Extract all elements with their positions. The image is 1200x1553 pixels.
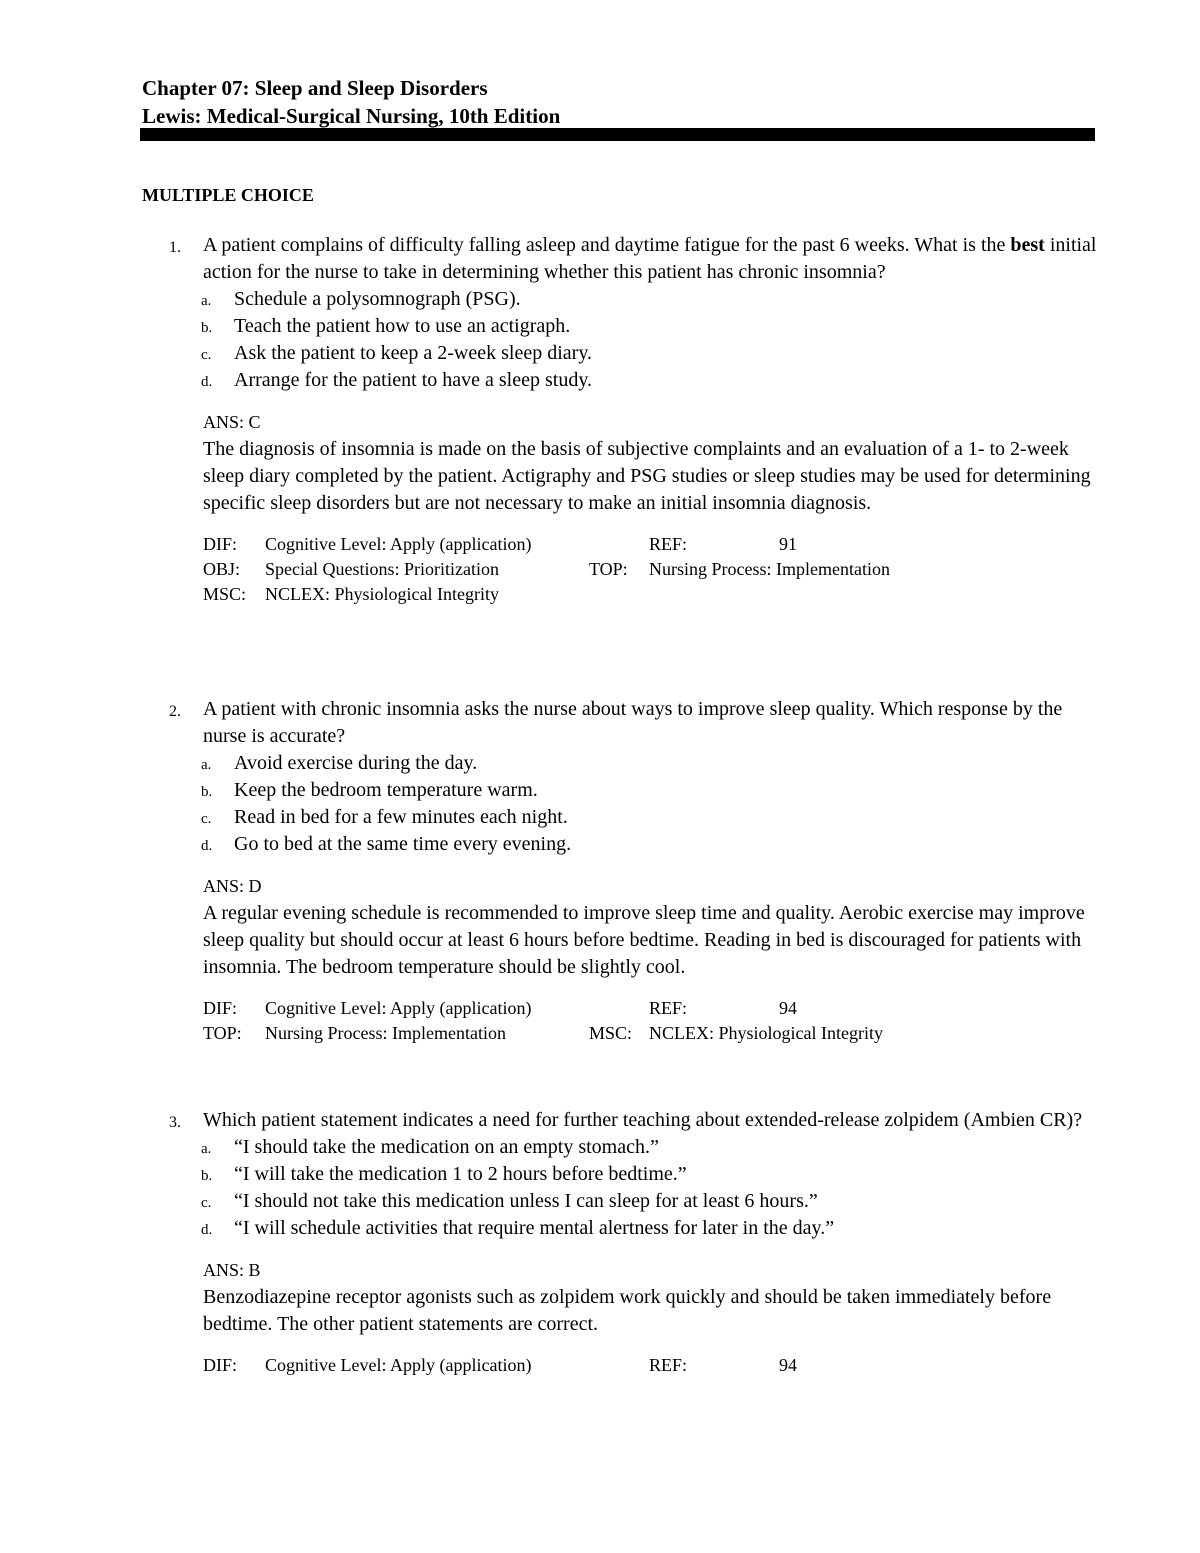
- emphasis-word: best: [1010, 234, 1045, 256]
- question-3: [142, 1107, 1097, 1378]
- msc-label: MSC:: [589, 1023, 633, 1043]
- question-metadata: [203, 1353, 1097, 1378]
- dif-label: DIF:: [203, 998, 238, 1018]
- option-d: d. “I will schedule activities that require mental alertness for later in the day.”: [201, 1217, 835, 1239]
- question-number: 2.: [169, 703, 181, 720]
- question-stem: A patient complains of difficulty falling asleep and daytime fatigue for the past 6 weeks. What is the best initial action for the nurse to take in determining whether this patient has chronic insomnia?: [203, 234, 1097, 283]
- question-1: [142, 232, 1097, 607]
- option-b: b. “I will take the medication 1 to 2 hours before bedtime.”: [201, 1163, 687, 1185]
- chapter-title: Chapter 07: Sleep and Sleep Disorders: [142, 76, 488, 100]
- dif-value: Cognitive Level: Apply (application): [265, 998, 532, 1018]
- msc-value: NCLEX: Physiological Integrity: [265, 584, 499, 604]
- obj-value: Special Questions: Prioritization: [265, 559, 499, 579]
- ref-value: 91: [779, 534, 797, 554]
- question-stem: Which patient statement indicates a need for further teaching about extended-release zolpidem (Ambien CR)?: [203, 1109, 1083, 1131]
- dif-label: DIF:: [203, 534, 238, 554]
- question-stem: A patient with chronic insomnia asks the nurse about ways to improve sleep quality. Which response by the nurse is accurate?: [203, 698, 1063, 747]
- option-d: d. Go to bed at the same time every evening.: [201, 833, 572, 855]
- option-b: b. Keep the bedroom temperature warm.: [201, 779, 538, 801]
- dif-value: Cognitive Level: Apply (application): [265, 534, 532, 554]
- obj-label: OBJ:: [203, 559, 241, 579]
- option-b: b. Teach the patient how to use an actigraph.: [201, 315, 571, 337]
- option-c: c. “I should not take this medication unless I can sleep for at least 6 hours.”: [201, 1190, 818, 1212]
- answer-key: ANS: C: [203, 412, 261, 432]
- option-d: d. Arrange for the patient to have a sleep study.: [201, 369, 593, 391]
- rationale: A regular evening schedule is recommended to improve sleep time and quality. Aerobic exercise may improve sleep quality but should occur at least 6 hours before bedtime. Reading in bed is discouraged for patients with insomnia. The bedroom temperature should be slightly cool.: [203, 902, 1085, 978]
- option-a: a. Avoid exercise during the day.: [201, 752, 478, 774]
- ref-label: REF:: [649, 998, 688, 1018]
- question-2: [142, 696, 1097, 1046]
- options-list: [142, 750, 1097, 858]
- question-metadata: [203, 532, 1097, 607]
- rationale: Benzodiazepine receptor agonists such as zolpidem work quickly and should be taken immediately before bedtime. The other patient statements are correct.: [203, 1286, 1052, 1335]
- ref-label: REF:: [649, 534, 688, 554]
- answer-key: ANS: B: [203, 1260, 261, 1280]
- msc-label: MSC:: [203, 584, 247, 604]
- rationale: The diagnosis of insomnia is made on the basis of subjective complaints and an evaluation of a 1- to 2-week sleep diary completed by the patient. Actigraphy and PSG studies or sleep studies may be used for determining specific sleep disorders but are not necessary to make an initial insomnia diagnosis.: [203, 438, 1091, 514]
- top-value: Nursing Process: Implementation: [649, 559, 890, 579]
- option-a: a. Schedule a polysomnograph (PSG).: [201, 288, 521, 310]
- dif-label: DIF:: [203, 1355, 238, 1375]
- msc-value: NCLEX: Physiological Integrity: [649, 1023, 883, 1043]
- section-title: MULTIPLE CHOICE: [142, 185, 314, 205]
- top-value: Nursing Process: Implementation: [265, 1023, 506, 1043]
- book-title: Lewis: Medical-Surgical Nursing, 10th Edition: [142, 104, 561, 128]
- ref-value: 94: [779, 998, 797, 1018]
- answer-key: ANS: D: [203, 876, 262, 896]
- question-metadata: [203, 996, 1097, 1046]
- dif-value: Cognitive Level: Apply (application): [265, 1355, 532, 1375]
- header-rule: [140, 128, 1095, 141]
- ref-label: REF:: [649, 1355, 688, 1375]
- top-label: TOP:: [589, 559, 628, 579]
- option-c: c. Ask the patient to keep a 2-week sleep diary.: [201, 342, 593, 364]
- option-a: a. “I should take the medication on an empty stomach.”: [201, 1136, 659, 1158]
- options-list: [142, 1134, 1097, 1242]
- options-list: [142, 286, 1097, 394]
- top-label: TOP:: [203, 1023, 242, 1043]
- question-number: 1.: [169, 239, 181, 256]
- ref-value: 94: [779, 1355, 797, 1375]
- option-c: c. Read in bed for a few minutes each night.: [201, 806, 568, 828]
- question-number: 3.: [169, 1114, 181, 1131]
